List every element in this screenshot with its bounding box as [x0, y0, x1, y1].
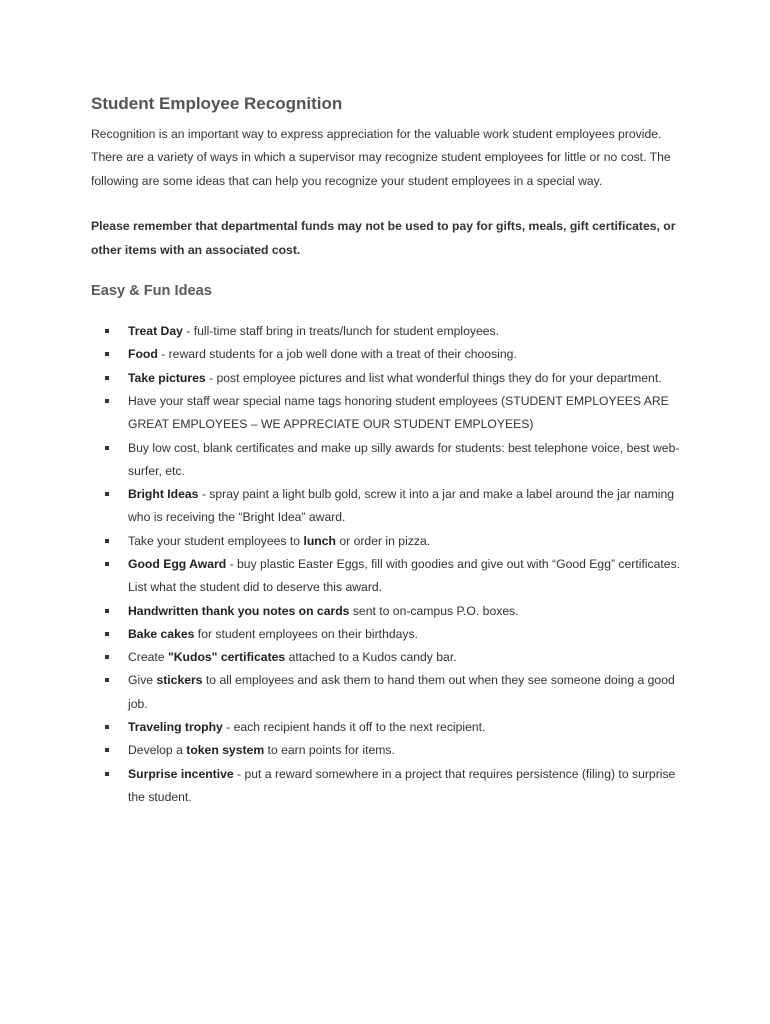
item-post: to all employees and ask them to hand them out when they see someone doing a good job. [128, 673, 675, 711]
item-pre: Give [128, 673, 157, 688]
list-item [91, 600, 691, 623]
document-page [91, 92, 691, 809]
list-item [91, 367, 691, 390]
page-title: Student Employee Recognition [91, 94, 343, 113]
item-bold: lunch [303, 533, 336, 548]
bullet-icon [105, 725, 109, 729]
list-item [91, 669, 691, 716]
item-post: - put a reward somewhere in a project that requires persistence (filing) to surprise the student. [128, 766, 676, 804]
list-item [91, 623, 691, 646]
item-post: - spray paint a light bulb gold, screw it into a jar and make a label around the jar naming who is receiving the “Bright Idea” award. [128, 487, 675, 525]
item-bold: Bake cakes [128, 626, 195, 641]
bullet-icon [105, 562, 109, 566]
item-pre: Take your student employees to [128, 533, 304, 548]
list-item [91, 739, 691, 762]
list-item [91, 437, 691, 484]
item-bold: Bright Ideas [128, 487, 199, 502]
bullet-icon [105, 772, 109, 776]
item-bold: token system [186, 743, 265, 758]
bullet-icon [105, 352, 109, 356]
section-heading: Easy & Fun Ideas [91, 283, 212, 300]
item-post: to earn points for items. [264, 743, 395, 758]
intro-paragraph: Recognition is an important way to express appreciation for the valuable work student employees provide. There are a variety of ways in which a supervisor may recognize student employees for little or no cost. The following are some ideas that can help you recognize your student employees in a special way. [91, 127, 671, 188]
bullet-icon [105, 446, 109, 450]
bullet-icon [105, 376, 109, 380]
bullet-icon [105, 748, 109, 752]
bullet-icon [105, 399, 109, 403]
item-pre: Develop a [128, 743, 187, 758]
item-pre: Create [128, 650, 168, 665]
item-post: for student employees on their birthdays. [194, 626, 418, 641]
bullet-icon [105, 609, 109, 613]
item-bold: Handwritten thank you notes on cards [128, 603, 350, 618]
bullet-icon [105, 492, 109, 496]
item-bold: Surprise incentive [128, 766, 234, 781]
item-bold: "Kudos" certificates [167, 650, 286, 665]
item-bold: Food [128, 347, 158, 362]
list-item [91, 320, 691, 343]
bullet-icon [105, 539, 109, 543]
bullet-icon [105, 632, 109, 636]
list-item [91, 343, 691, 366]
item-post: - reward students for a job well done with a treat of their choosing. [157, 347, 517, 362]
list-item [91, 530, 691, 553]
bullet-icon [105, 329, 109, 333]
item-bold: Good Egg Award [128, 557, 227, 571]
item-bold: stickers [156, 673, 203, 688]
item-bold: Treat Day [128, 324, 183, 339]
list-item [91, 483, 691, 530]
item-pre: Buy low cost, blank certificates and make up silly awards for students: best telephone voice, best web-surfer, etc. [128, 440, 680, 478]
list-item [91, 716, 691, 739]
item-post: - buy plastic Easter Eggs, fill with goodies and give out with “Good Egg” certificates. List what the student did to deserve this award. [128, 557, 681, 595]
list-item [91, 763, 691, 810]
item-bold: Take pictures [128, 370, 206, 385]
item-post: sent to on-campus P.O. boxes. [349, 603, 519, 618]
item-post: - full-time staff bring in treats/lunch for student employees. [182, 324, 499, 339]
ideas-list [91, 320, 691, 809]
item-post: or order in pizza. [335, 533, 431, 548]
list-item [91, 390, 691, 437]
bullet-icon [105, 655, 109, 659]
funds-notice: Please remember that departmental funds may not be used to pay for gifts, meals, gift certificates, or other items with an associated cost. [91, 219, 676, 257]
list-item [91, 646, 691, 669]
list-item [91, 553, 691, 600]
item-bold: Traveling trophy [128, 720, 223, 735]
item-pre: Have your staff wear special name tags honoring student employees (STUDENT EMPLOYEES ARE GREAT EMPLOYEES – WE APPRECIATE OUR STUDENT EMPLOYEES) [128, 393, 669, 432]
item-post: - post employee pictures and list what wonderful things they do for your department. [205, 370, 662, 385]
item-post: attached to a Kudos candy bar. [285, 650, 457, 665]
item-post: - each recipient hands it off to the next recipient. [222, 720, 486, 735]
bullet-icon [105, 678, 109, 682]
